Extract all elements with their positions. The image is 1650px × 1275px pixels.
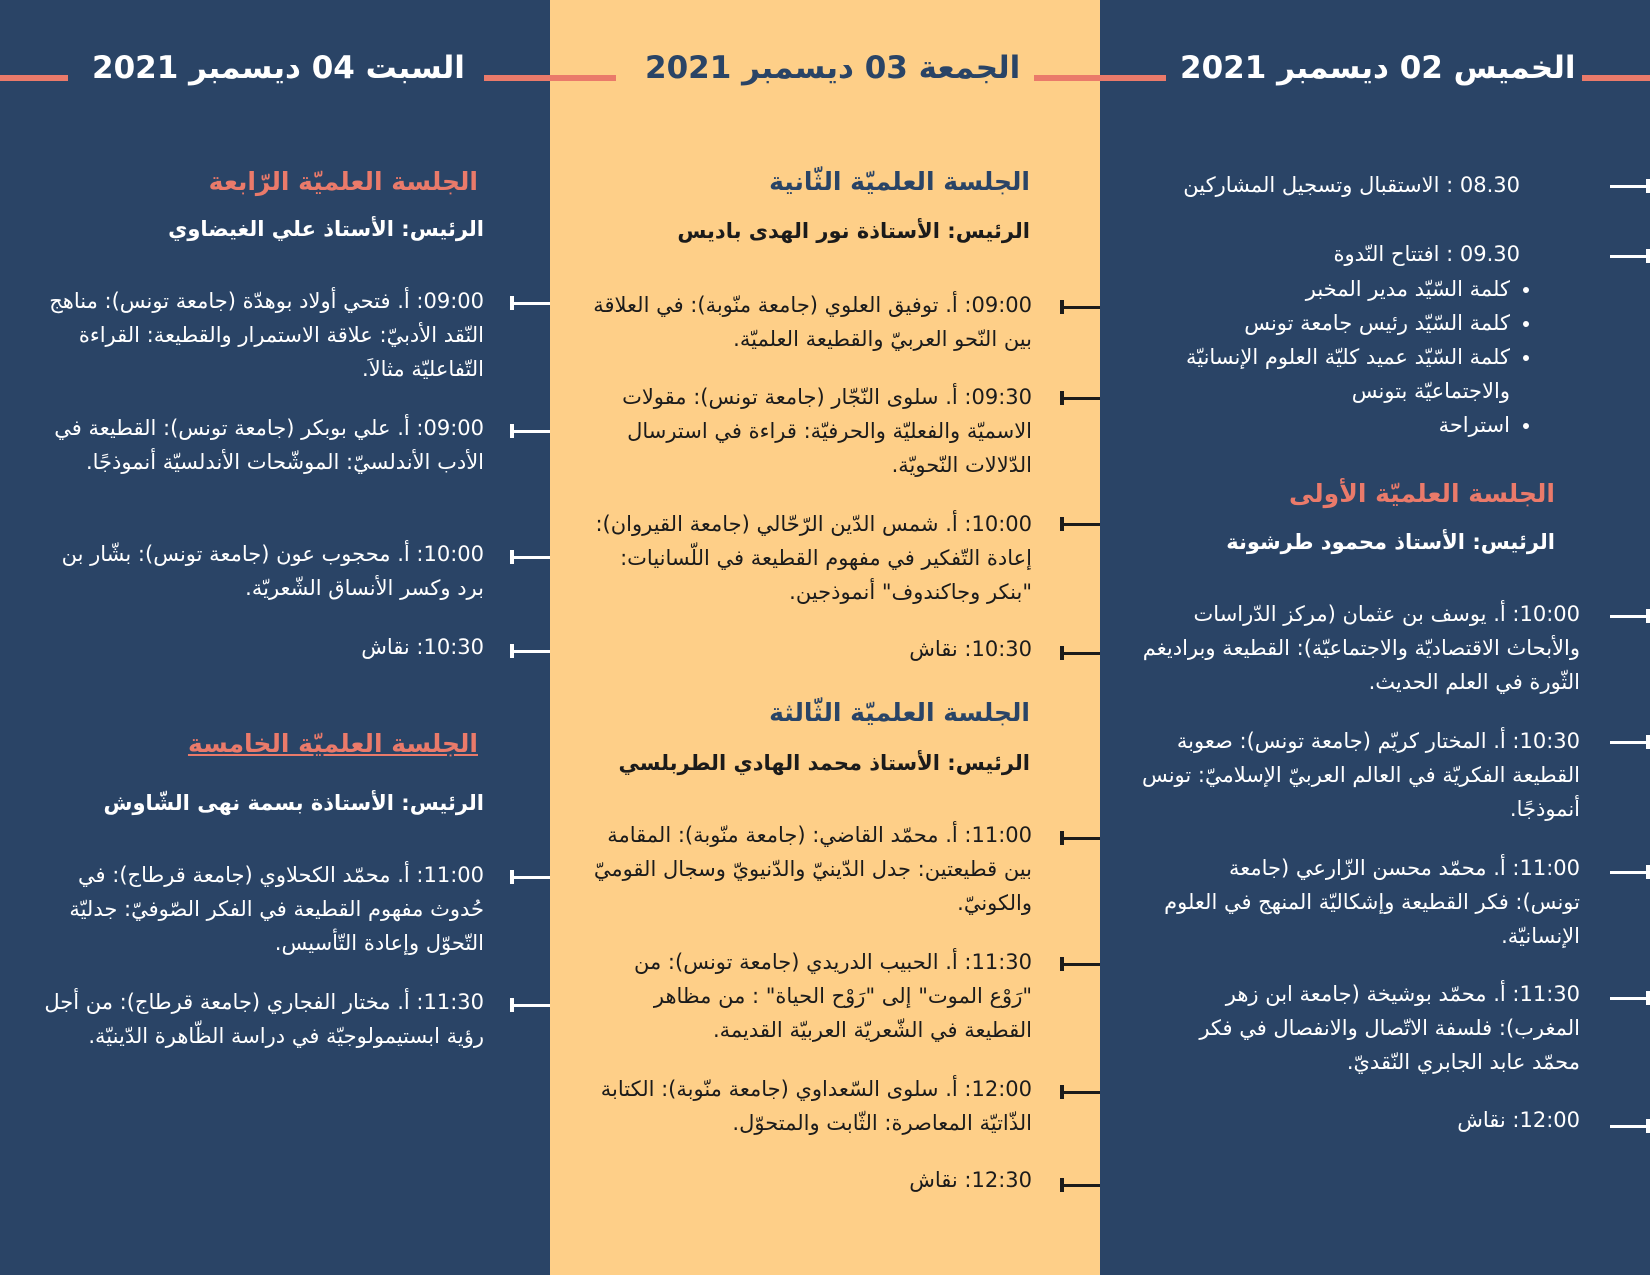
list-item: • كلمة السّيّد عميد كليّة العلوم الإنسانيّة والاجتماعيّة بتونس <box>1090 340 1510 408</box>
timeline-marker <box>510 424 550 438</box>
timeline-marker <box>510 296 550 310</box>
session-chair-5: الرئيس: الأستاذة بسمة نهى الشّاوش <box>103 791 484 815</box>
timeline-line <box>1582 75 1650 81</box>
schedule-item: 09:00: أ. فتحي أولاد بوهدّة (جامعة تونس): مناهج النّقد الأدبيّ: علاقة الاستمرار والقطيعة: القراءة التّفاعليّة مثالاَ. <box>49 289 484 381</box>
schedule-item: 11:30: أ. مختار الفجاري (جامعة قرطاج): من أجل رؤية ابستيمولوجيّة في دراسة الظّاهرة الدّينيّة. <box>44 990 484 1048</box>
timeline-marker <box>1610 609 1650 623</box>
timeline-marker <box>1060 831 1100 845</box>
timeline-marker <box>1610 991 1650 1005</box>
session-chair-4: الرئيس: الأستاذ علي الغيضاوي <box>168 217 484 241</box>
schedule-item: 11:00: أ. محمّد محسن الزّارعي (جامعة تونس): فكر القطيعة وإشكاليّة المنهج في العلوم الإنسانيّة. <box>1164 856 1580 948</box>
schedule-item: 10:30: نقاش <box>909 637 1032 661</box>
schedule-item: 09:00: أ. علي بوبكر (جامعة تونس): القطيعة في الأدب الأندلسيّ: الموشّحات الأندلسيّة أنموذجًا. <box>54 416 484 474</box>
timeline-marker <box>1060 300 1100 314</box>
timeline-marker <box>1610 249 1650 263</box>
schedule-item: 10:30: أ. المختار كريّم (جامعة تونس): صعوبة القطيعة الفكريّة في العالم العربيّ الإسلاميّ: تونس أنموذجًا. <box>1141 729 1580 821</box>
timeline-marker <box>1060 1178 1100 1192</box>
schedule-item: 09:00: أ. توفيق العلوي (جامعة منّوبة): في العلاقة بين النّحو العربيّ والقطيعة العلميّة. <box>593 293 1032 351</box>
session-title-1: الجلسة العلميّة الأولى <box>1289 479 1555 508</box>
timeline-marker <box>1060 391 1100 405</box>
session-chair-2: الرئيس: الأستاذة نور الهدى باديس <box>677 219 1030 243</box>
schedule-item: 10:00: أ. محجوب عون (جامعة تونس): بشّار بن برد وكسر الأنساق الشّعريّة. <box>61 542 484 600</box>
schedule-item-opening: 09.30 : افتتاح النّدوة <box>1333 242 1520 266</box>
timeline-marker <box>510 998 550 1012</box>
schedule-item: 11:30: أ. محمّد بوشيخة (جامعة ابن زهر المغرب): فلسفة الاتّصال والانفصال في فكر محمّد عابد الجابري النّقديّ. <box>1199 982 1580 1074</box>
schedule-item: 11:00: أ. محمّد القاضي: (جامعة منّوبة): المقامة بين قطيعتين: جدل الدّينيّ والدّنيويّ وسجال القوميّ والكونيّ. <box>593 823 1032 915</box>
timeline-marker <box>1060 517 1100 531</box>
timeline-marker <box>510 870 550 884</box>
schedule-item: 10:00: أ. شمس الدّين الرّحّالي (جامعة القيروان): إعادة التّفكير في مفهوم القطيعة في اللّسانيات: "بنكر وجاكندوف" أنموذجين. <box>595 512 1032 604</box>
day-title-thursday: الخميس 02 ديسمبر 2021 <box>1180 50 1576 86</box>
list-item: • كلمة السّيّد رئيس جامعة تونس <box>1090 306 1510 340</box>
session-title-3: الجلسة العلميّة الثّالثة <box>769 698 1030 727</box>
timeline-marker <box>510 550 550 564</box>
schedule-item-reception: 08.30 : الاستقبال وتسجيل المشاركين <box>1183 173 1520 197</box>
list-item: • كلمة السّيّد مدير المخبر <box>1090 272 1510 306</box>
timeline-marker <box>1610 735 1650 749</box>
schedule-item: 09:30: أ. سلوى النّجّار (جامعة تونس): مقولات الاسميّة والفعليّة والحرفيّة: قراءة في استرسال الدّلالات النّحويّة. <box>622 385 1032 477</box>
schedule-item: 12:30: نقاش <box>909 1168 1032 1192</box>
schedule-item: 12:00: أ. سلوى السّعداوي (جامعة منّوبة): الكتابة الذّاتيّة المعاصرة: الثّابت والمتحوّل. <box>600 1077 1032 1135</box>
timeline-marker <box>1060 1085 1100 1099</box>
timeline-marker <box>510 644 550 658</box>
session-title-2: الجلسة العلميّة الثّانية <box>769 167 1030 196</box>
schedule-item: 10:30: نقاش <box>361 635 484 659</box>
timeline-marker <box>1060 646 1100 660</box>
schedule-item: 11:30: أ. الحبيب الدريدي (جامعة تونس): من "رَوْع الموت" إلى "رَوْح الحياة" : من مظاهر القطيعة في الشّعريّة العربيّة القديمة. <box>634 950 1032 1042</box>
schedule-item: 10:00: أ. يوسف بن عثمان (مركز الدّراسات والأبحاث الاقتصاديّة والاجتماعيّة): القطيعة وبراديغم الثّورة في العلم الحديث. <box>1142 602 1580 694</box>
session-chair-3: الرئيس: الأستاذ محمد الهادي الطربلسي <box>618 751 1030 775</box>
schedule-item: 11:00: أ. محمّد الكحلاوي (جامعة قرطاج): في حُدوث مفهوم القطيعة في الفكر الصّوفيّ: جدليّة التّحوّل وإعادة التّأسيس. <box>69 863 484 955</box>
timeline-line <box>0 75 68 81</box>
opening-speeches-list <box>1090 272 1540 442</box>
session-chair-1: الرئيس: الأستاذ محمود طرشونة <box>1226 530 1555 554</box>
timeline-marker <box>1610 865 1650 879</box>
timeline-marker <box>1060 957 1100 971</box>
timeline-marker <box>1610 1119 1650 1133</box>
timeline-marker <box>1610 179 1650 193</box>
list-item: • استراحة <box>1090 408 1510 442</box>
session-title-4: الجلسة العلميّة الرّابعة <box>208 167 478 196</box>
timeline-line <box>484 75 616 81</box>
timeline-line <box>1034 75 1166 81</box>
day-title-friday: الجمعة 03 ديسمبر 2021 <box>645 50 1021 86</box>
schedule-item: 12:00: نقاش <box>1457 1108 1580 1132</box>
day-title-saturday: السبت 04 ديسمبر 2021 <box>92 50 465 86</box>
session-title-5: الجلسة العلميّة الخامسة <box>187 729 478 758</box>
